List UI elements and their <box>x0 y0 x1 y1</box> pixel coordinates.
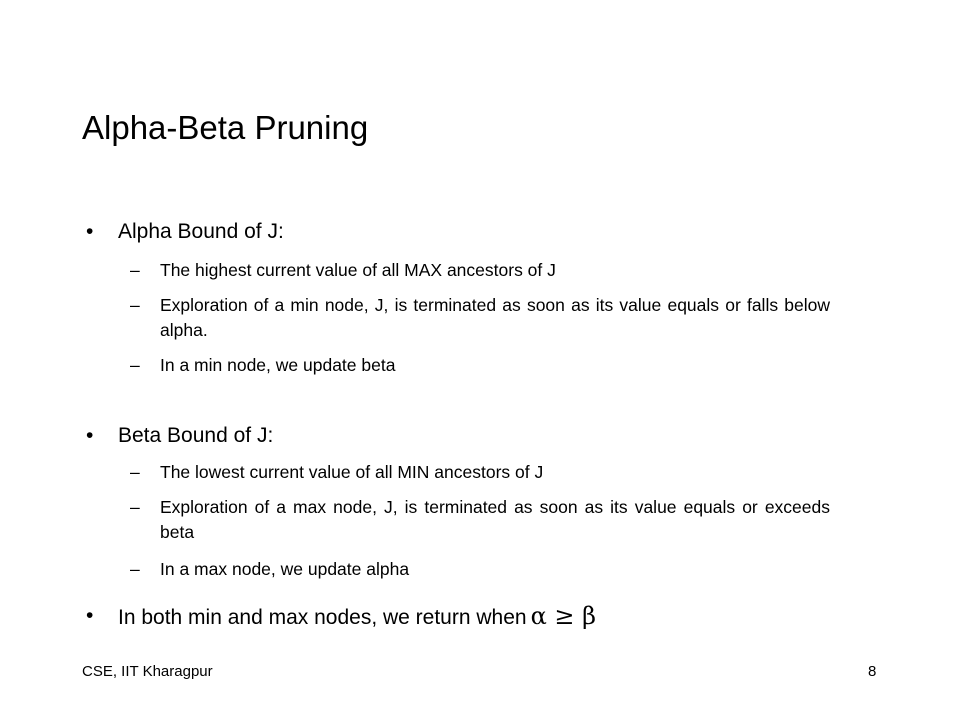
sub-item <box>130 353 830 378</box>
sub-item <box>130 557 830 582</box>
sub-item-text: The highest current value of all MAX ancestors of J <box>160 260 556 280</box>
sub-marker: – <box>130 355 140 375</box>
sub-item <box>130 293 830 343</box>
alpha-geq-beta-formula: α ≥ β <box>530 602 597 630</box>
sub-marker: – <box>130 497 140 517</box>
page-number: 8 <box>868 663 877 680</box>
sub-item-text: The lowest current value of all MIN ancestors of J <box>160 462 544 482</box>
sub-marker: – <box>130 295 140 315</box>
sub-marker: – <box>130 260 140 280</box>
sub-item-text: In a max node, we update alpha <box>160 559 410 579</box>
sub-item-text: Exploration of a min node, J, is terminated as soon as its value equals or falls below alpha. <box>160 295 830 340</box>
sub-item-text: In a min node, we update beta <box>160 355 396 375</box>
slide-title: Alpha-Beta Pruning <box>82 109 369 146</box>
bullet-marker: • <box>86 220 94 243</box>
sub-item <box>130 258 830 283</box>
bullet-marker: • <box>86 424 94 447</box>
sub-marker: – <box>130 559 140 579</box>
bullet-text: Alpha Bound of J: <box>118 220 284 243</box>
sub-marker: – <box>130 462 140 482</box>
bullet-text: In both min and max nodes, we return when <box>118 606 527 629</box>
bullet-marker: • <box>86 604 94 627</box>
sub-item <box>130 460 830 485</box>
bullet-text: Beta Bound of J: <box>118 424 274 447</box>
sub-item <box>130 495 830 545</box>
sub-item-text: Exploration of a max node, J, is terminated as soon as its value equals or exceeds beta <box>160 497 830 542</box>
footer-institution: CSE, IIT Kharagpur <box>82 663 213 680</box>
